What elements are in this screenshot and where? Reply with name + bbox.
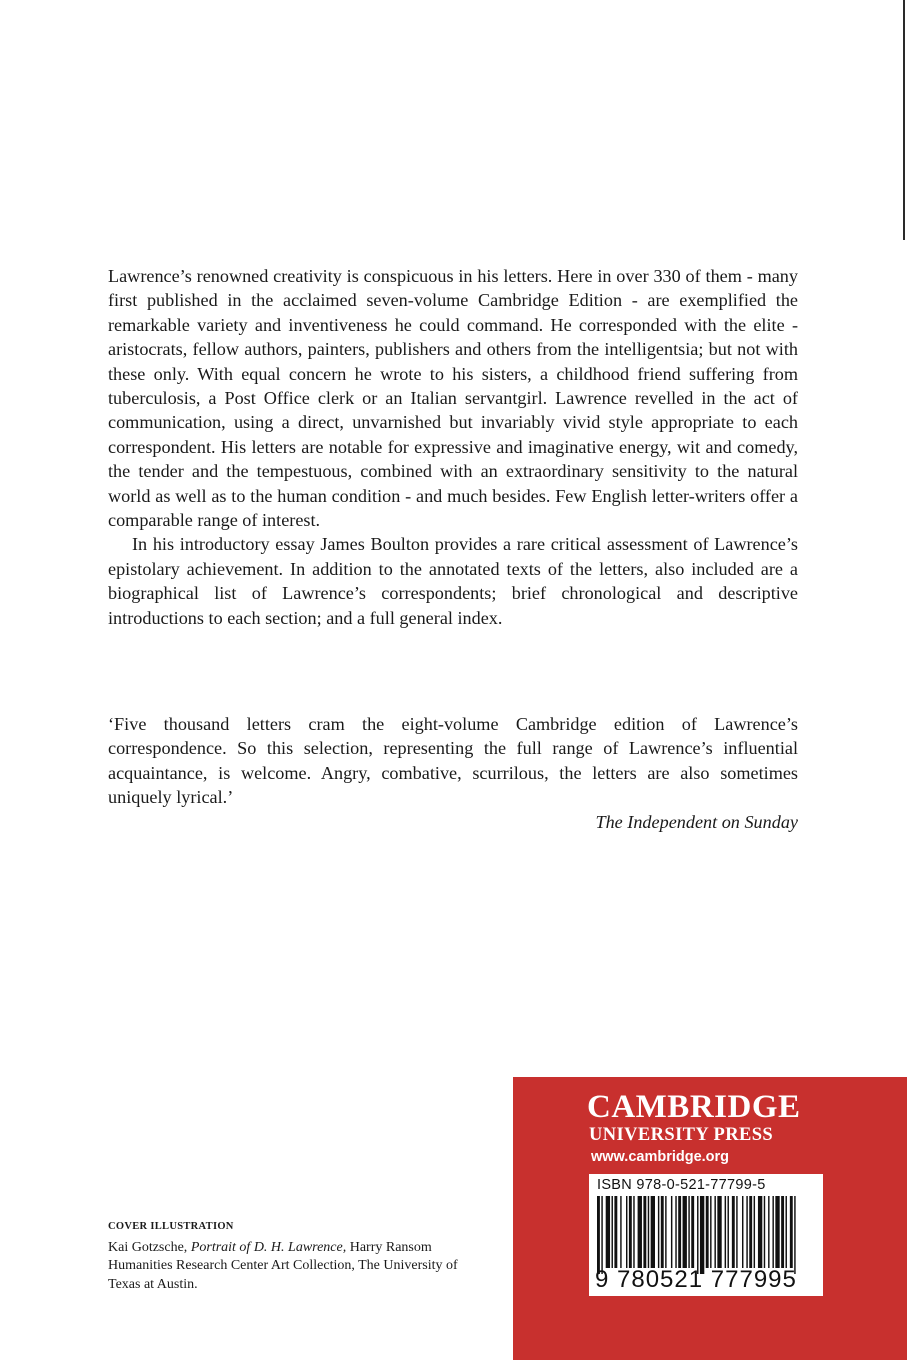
barcode-bar [658, 1196, 659, 1268]
barcode-bar [638, 1196, 642, 1268]
barcode-bar [717, 1196, 721, 1268]
barcode-bar [764, 1196, 765, 1268]
barcode-bar [629, 1196, 632, 1268]
barcode-bar [768, 1196, 769, 1268]
barcode-bar [683, 1196, 687, 1268]
barcode-bar [648, 1196, 649, 1268]
barcode-bar [794, 1196, 795, 1274]
barcode-bar [697, 1196, 698, 1274]
credit-artist: Kai Gotzsche, [108, 1239, 191, 1255]
credit-title: Portrait of D. H. Lawrence, [190, 1239, 347, 1255]
barcode-bar [612, 1196, 613, 1268]
barcode-bar [725, 1196, 726, 1268]
barcode-bar [597, 1196, 600, 1274]
barcode-bar [614, 1196, 617, 1268]
barcode-bar [786, 1196, 787, 1268]
barcode-bar [678, 1196, 681, 1268]
publisher-url: www.cambridge.org [591, 1149, 730, 1165]
credit-collection: Harry Ransom Humanities Research Center Art Collection, The University of Texas at Austin. [108, 1239, 458, 1292]
barcode-bar [651, 1196, 655, 1268]
barcode-bar [781, 1196, 784, 1268]
review-quote [108, 712, 798, 834]
review-source: The Independent on Sunday [595, 811, 798, 832]
barcode-bar [758, 1196, 762, 1268]
barcode-bar [665, 1196, 666, 1268]
barcode-bar [633, 1196, 634, 1268]
barcode-bar [749, 1196, 752, 1268]
barcode-bar [736, 1196, 737, 1268]
barcode-bar [775, 1196, 779, 1268]
blurb-paragraph-1: Lawrence’s renowned creativity is conspicuous in his letters. Here in over 330 of them - many first published in the acclaimed seven-volume Cambridge Edition - are exemplified the remarkable variety and inventiveness he could command. He corresponded with the elite - aristocrats, fellow authors, painters, publishers and others from the intelligentsia; but not with these only. With equal concern he wrote to his sisters, a childhood friend suffering from tuberculosis, a Post Office clerk or an Italian servantgirl. Lawrence revelled in the act of communication, using a direct, unvarnished but invariably vivid style appropriate to each correspondent. His letters are notable for expressive and imaginative energy, wit and comedy, the tender and the tempestuous, combined with an extraordinary sensitivity to the natural world as well as to the human condition - and much besides. Few English letter-writers offer a comparable range of interest. [108, 266, 798, 531]
barcode-bar [790, 1196, 793, 1268]
barcode-bar [732, 1196, 735, 1268]
publisher-panel [513, 1077, 907, 1360]
barcode-bar [772, 1196, 773, 1268]
barcode-bar [601, 1196, 602, 1274]
barcode-bar [728, 1196, 729, 1268]
barcode-bar [620, 1196, 621, 1268]
publisher-subname: UNIVERSITY PRESS [589, 1125, 774, 1145]
barcode-bar [675, 1196, 676, 1268]
cover-illustration-credit [108, 1218, 468, 1294]
barcode-box [589, 1174, 823, 1296]
barcode-bar [626, 1196, 627, 1268]
barcode-bar [700, 1196, 704, 1274]
barcode-bar [606, 1196, 610, 1268]
page-edge-mark [903, 0, 905, 240]
barcode-bar [742, 1196, 743, 1268]
barcode-bar [671, 1196, 672, 1268]
barcode-bar [706, 1196, 709, 1268]
isbn-label: ISBN 978-0-521-77799-5 [597, 1177, 766, 1193]
blurb-paragraph-2: In his introductory essay James Boulton provides a rare critical assessment of Lawrence’s epistolary achievement. In addition to the annotated texts of the letters, also included are a biographical list of Lawrence’s correspondents; brief chronological and descriptive introductions to each section; and a full general index. [108, 534, 798, 628]
barcode-bar [754, 1196, 755, 1268]
review-quote-text: ‘Five thousand letters cram the eight-volume Cambridge edition of Lawrence’s correspondence. So this selection, representing the full range of Lawrence’s influential acquaintance, is welcome. Angry, combative, scurrilous, the letters are also sometimes uniquely lyrical.’ [108, 714, 798, 808]
publisher-name: CAMBRIDGE [587, 1089, 801, 1125]
barcode-bar [691, 1196, 694, 1268]
barcode-bar [714, 1196, 715, 1268]
barcode-digits: 9 780521 777995 [595, 1266, 797, 1293]
barcode-bar [661, 1196, 664, 1268]
barcode-bar [746, 1196, 747, 1268]
barcode-bar [710, 1196, 711, 1268]
barcode-bar [688, 1196, 689, 1268]
credit-heading: COVER ILLUSTRATION [108, 1221, 234, 1232]
barcode-bar [643, 1196, 646, 1268]
blurb-text [108, 264, 798, 630]
